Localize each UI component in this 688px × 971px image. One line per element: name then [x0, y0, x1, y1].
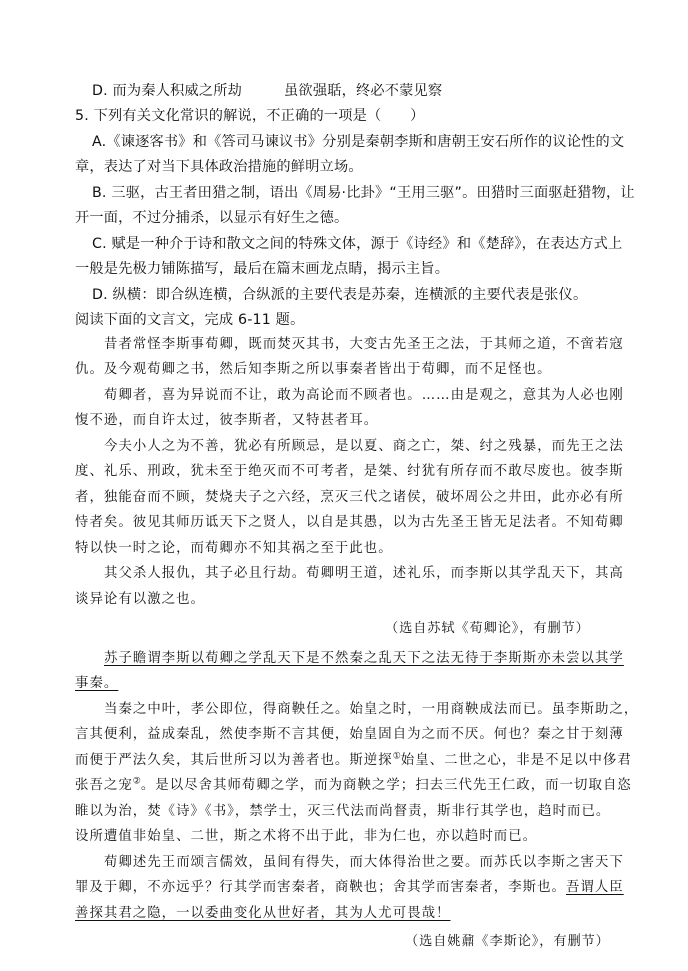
passage2-line-11: [75, 902, 450, 921]
passage2-line-10-underlined: 吾谓人臣: [565, 880, 624, 895]
footnote-marker-1: ①: [392, 751, 401, 762]
q5-option-c-line2: 一般是先极力铺陈描写，最后在篇末画龙点睛，揭示主旨。: [75, 261, 450, 277]
passage1-line-8: 恃者矣。彼见其师历诋天下之贤人，以自是其愚，以为古先圣王皆无足法者。不知荀卿: [75, 515, 624, 530]
option-d-text-a: D. 而为秦人积威之所劫: [92, 83, 243, 99]
passage2-source: （选自姚鼐《李斯论》，有删节）: [405, 934, 610, 949]
passage2-line-11-underlined: 善探其君之隐，一以委曲变化从世好者，其为人尤可畏哉！: [75, 906, 451, 921]
passage1-line-5: 今夫小人之为不善，犹必有所顾忌，是以夏、商之亡，桀、纣之残暴，而先王之法: [104, 439, 624, 454]
passage2-line-6-a: 张吾之宠: [75, 778, 133, 793]
option-d-previous: [92, 80, 442, 100]
q5-option-a-line1: A.《谏逐客书》和《答司马谏议书》分别是秦朝李斯和唐朝王安石所作的议论性的文: [92, 134, 625, 150]
passage1-line-4: 愎不逊，而自许太过，彼李斯者，又特甚者耳。: [75, 413, 379, 428]
passage2-line-7: 睢以为治，焚《诗》《书》，禁学士，灭三代法而尚督责，斯非行其学也，趋时而已。: [75, 804, 611, 819]
passage1-source: （选自苏轼《荀卿论》，有删节）: [385, 621, 590, 636]
passage2-line-8: 设所遭值非始皇、二世，斯之术将不出于此，非为仁也，亦以趋时而已。: [75, 829, 538, 844]
footnote-marker-2: ②: [132, 776, 141, 787]
passage1-line-3: 荀卿者，喜为异说而不让，敢为高论而不顾者也。……由是观之，意其为人必也刚: [104, 388, 624, 403]
q5-stem: 5. 下列有关文化常识的解说，不正确的一项是（ ）: [75, 108, 425, 124]
passage2-line-5-b: 始皇、二世之心，非是不足以中侈君: [400, 753, 632, 768]
passage2-line-5-a: 而便于严法久矣，其后世所习以为善者也。斯逆探: [75, 753, 393, 768]
passage2-line-9: 荀卿述先王而颂言儒效，虽间有得失，而大体得治世之要。而苏氏以李斯之害天下: [104, 855, 624, 870]
reading-prompt: 阅读下面的文言文，完成 6-11 题。: [75, 312, 305, 328]
passage2-line-6: [75, 774, 632, 793]
passage1-line-7: 者，独能奋而不顾，焚烧夫子之六经，烹灭三代之诸侯，破坏周公之井田，此亦必有所: [75, 490, 624, 505]
q5-option-b-line2: 开一面，不过分捕杀，以显示有好生之德。: [75, 210, 349, 226]
passage2-line-5: [75, 749, 632, 768]
passage2-line-3: 当秦之中叶，孝公即位，得商鞅任之。始皇之时，一用商鞅成法而已。虽李斯助之，: [104, 702, 639, 717]
passage2-line-10-a: 罪及于卿，不亦远乎？行其学而害秦者，商鞅也；舍其学而害秦者，李斯也。: [75, 880, 566, 895]
option-d-text-b: 虽欲强聒，终必不蒙见察: [284, 83, 443, 99]
passage2-line-6-b: 。是以尽舍其师荀卿之学，而为商鞅之学；扫去三代先王仁政，而一切取自恣: [140, 778, 632, 793]
passage1-line-11: 谈异论有以激之也。: [75, 592, 205, 607]
passage2-line-1-underlined: 苏子瞻谓李斯以荀卿之学乱天下是不然秦之乱天下之法无待于李斯斯亦未尝以其学: [104, 651, 624, 666]
passage1-line-6: 度、礼乐、刑政，犹未至于绝灭而不可考者，是桀、纣犹有所存而不敢尽废也。彼李斯: [75, 464, 624, 479]
q5-option-a-line2: 章，表达了对当下具体政治措施的鲜明立场。: [75, 159, 363, 175]
q5-option-c-line1: C. 赋是一种介于诗和散文之间的特殊文体，源于《诗经》和《楚辞》，在表达方式上: [92, 236, 623, 252]
passage2-line-2-underlined: 事秦。: [75, 676, 119, 691]
passage1-line-10: 其父杀人报仇，其子必且行劫。荀卿明王道，述礼乐，而李斯以其学乱天下，其高: [104, 566, 624, 581]
passage1-line-1: 昔者常怪李斯事荀卿，既而焚灭其书，大变古先圣王之法，于其师之道，不啻若寇: [104, 337, 624, 352]
q5-option-b-line1: B. 三驱，古王者田猎之制，语出《周易·比卦》“王用三驱”。田猎时三面驱赶猎物，让: [92, 185, 635, 201]
passage1-line-2: 仇。及今观荀卿之书，然后知李斯之所以事秦者皆出于荀卿，而不足怪也。: [75, 362, 552, 377]
q5-option-d-line1: D. 纵横：即合纵连横，合纵派的主要代表是苏秦，连横派的主要代表是张仪。: [92, 287, 588, 303]
passage1-line-9: 特以快一时之论，而荀卿亦不知其祸之至于此也。: [75, 541, 393, 556]
passage2-line-10: [75, 876, 624, 895]
passage2-line-4: 言其便利，益成秦乱，然使李斯不言其便，始皇固自为之而不厌。何也？秦之甘于刻薄: [75, 727, 624, 742]
